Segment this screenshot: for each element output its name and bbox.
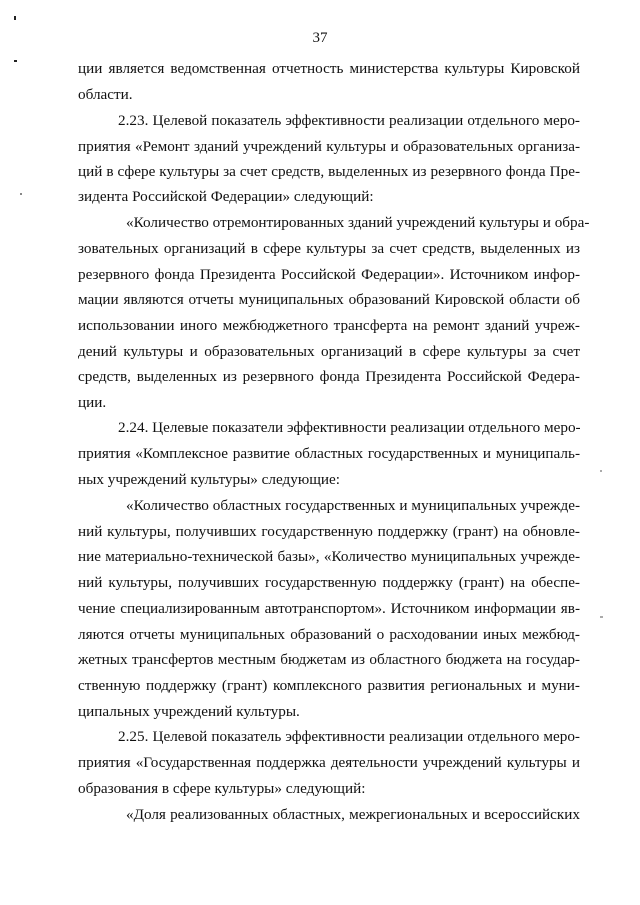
- text-line: образования в сфере культуры» следующий:: [78, 780, 366, 797]
- text-line: ний культуры, получивших государственную поддержку (грант) на обеспе-: [78, 574, 580, 591]
- text-line: ных учреждений культуры» следующие:: [78, 471, 340, 488]
- text-line: приятия «Комплексное развитие областных государственных и муниципаль-: [78, 445, 580, 462]
- text-line: использовании иного межбюджетного трансферта на ремонт зданий учреж-: [78, 317, 580, 334]
- text-line: ний культуры, получивших государственную поддержку (грант) на обновле-: [78, 523, 580, 540]
- text-line: ципальных учреждений культуры.: [78, 703, 300, 720]
- text-line: зовательных организаций в сфере культуры за счет средств, выделенных из: [78, 240, 580, 257]
- text-line: ции является ведомственная отчетность министерства культуры Кировской: [78, 60, 580, 77]
- text-line: чение специализированным автотранспортом». Источником информации яв-: [78, 600, 580, 617]
- paragraph-start-line: 2.24. Целевые показатели эффективности реализации отдельного меро-: [118, 419, 581, 436]
- text-line: ственную поддержку (грант) комплексного развития региональных и муни-: [78, 677, 580, 694]
- scan-artifact: [20, 193, 22, 195]
- paragraph-start-line: 2.25. Целевой показатель эффективности реализации отдельного меро-: [118, 728, 580, 745]
- scan-artifact: [14, 60, 17, 62]
- paragraph-start-line: «Доля реализованных областных, межрегиональных и всероссийских: [126, 806, 580, 823]
- text-line: мации являются отчеты муниципальных образований Кировской области об: [78, 291, 580, 308]
- paragraph-start-line: 2.23. Целевой показатель эффективности реализации отдельного меро-: [118, 112, 580, 129]
- text-line: ций в сфере культуры за счет средств, выделенных из резервного фонда Пре-: [78, 163, 580, 180]
- scan-artifact: [600, 616, 603, 618]
- scan-artifact: [14, 16, 16, 20]
- text-line: приятия «Государственная поддержка деятельности учреждений культуры и: [78, 754, 580, 771]
- text-line: ляются отчеты муниципальных образований о расходовании иных межбюд-: [78, 626, 580, 643]
- text-line: жетных трансфертов местным бюджетам из областного бюджета на государ-: [78, 651, 580, 668]
- page-number: 37: [312, 30, 328, 46]
- paragraph-start-line: «Количество отремонтированных зданий учреждений культуры и обра-: [126, 214, 590, 231]
- text-line: ние материально-технической базы», «Количество муниципальных учрежде-: [78, 548, 580, 565]
- text-line: дений культуры и образовательных организаций в сфере культуры за счет: [78, 343, 580, 360]
- text-line: приятия «Ремонт зданий учреждений культуры и образовательных организа-: [78, 138, 580, 155]
- text-line: ции.: [78, 394, 107, 411]
- text-line: области.: [78, 86, 133, 103]
- text-line: зидента Российской Федерации» следующий:: [78, 188, 374, 205]
- text-line: резервного фонда Президента Российской Федерации». Источником инфор-: [78, 266, 580, 283]
- paragraph-start-line: «Количество областных государственных и муниципальных учрежде-: [126, 497, 580, 514]
- scan-artifact: [600, 470, 602, 472]
- text-line: средств, выделенных из резервного фонда Президента Российской Федера-: [78, 368, 580, 385]
